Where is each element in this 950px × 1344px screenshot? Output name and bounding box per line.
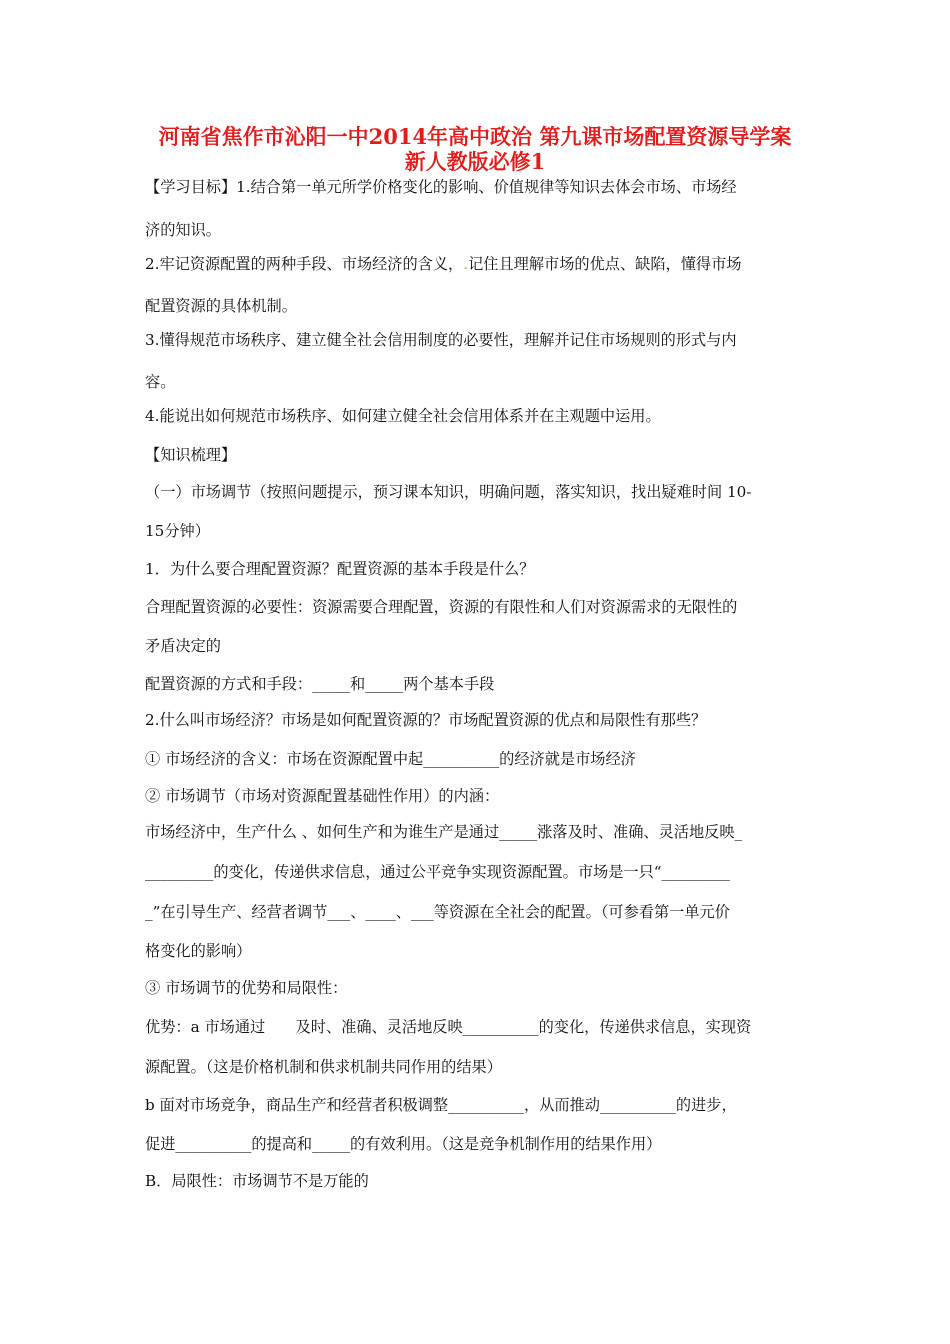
item-market-economy-meaning: ① 市场经济的含义：市场在资源配置中起__________的经济就是市场经济 bbox=[145, 750, 636, 768]
subsection-market-regulation: （一）市场调节（按照问题提示，预习课本知识，明确问题，落实知识，找出疑难时间 10- bbox=[145, 483, 752, 501]
stray-dot-mark: . bbox=[463, 255, 469, 273]
section-heading-knowledge: 【知识梳理】 bbox=[145, 446, 237, 464]
goal-line-2-cont: 配置资源的具体机制。 bbox=[145, 297, 297, 315]
document-title-line-1: 河南省焦作市沁阳一中2014年高中政治 第九课市场配置资源导学案 bbox=[158, 124, 792, 149]
goal-line-3-cont: 容。 bbox=[145, 373, 176, 391]
goal-line-1-cont: 济的知识。 bbox=[145, 221, 221, 239]
item-advantages-limitations: ③ 市场调节的优势和局限性： bbox=[145, 979, 348, 997]
goal-line-3: 3.懂得规范市场秩序、建立健全社会信用制度的必要性，理解并记住市场规则的形式与内 bbox=[145, 331, 737, 349]
paragraph-market-line-1: 市场经济中，生产什么 、如何生产和为谁生产是通过_____涨落及时、准确、灵活地反映_ bbox=[145, 823, 743, 841]
goal-line-2-part-b: 记住且理解市场的优点、缺陷，懂得市场 bbox=[468, 255, 742, 273]
allocation-means-line: 配置资源的方式和手段：_____和_____两个基本手段 bbox=[145, 675, 495, 693]
advantage-b-line-1: b 面对市场竞争，商品生产和经营者积极调整__________，从而推动__________的进步， bbox=[145, 1096, 737, 1114]
advantage-a-line-1: 优势：a 市场通过 及时、准确、灵活地反映__________的变化，传递供求信息，实现资 bbox=[145, 1018, 752, 1036]
advantage-b-line-2: 促进__________的提高和_____的有效利用。（这是竞争机制作用的结果作用） bbox=[145, 1135, 662, 1153]
limitation-line: B．局限性：市场调节不是万能的 bbox=[145, 1172, 369, 1190]
subsection-market-regulation-cont: 15分钟） bbox=[145, 522, 210, 540]
necessity-line-cont: 矛盾决定的 bbox=[145, 637, 221, 655]
goal-line-2-part-a: 2.牢记资源配置的两种手段、市场经济的含义， bbox=[145, 255, 464, 273]
question-2: 2.什么叫市场经济？市场是如何配置资源的？市场配置资源的优点和局限性有那些？ bbox=[145, 711, 707, 729]
question-1: 1．为什么要合理配置资源？配置资源的基本手段是什么？ bbox=[145, 560, 535, 578]
goal-line-1: 【学习目标】1.结合第一单元所学价格变化的影响、价值规律等知识去体会市场、市场经 bbox=[145, 178, 737, 196]
paragraph-market-line-2: _________的变化，传递供求信息，通过公平竞争实现资源配置。市场是一只“_________ bbox=[145, 863, 730, 881]
goal-line-2 bbox=[145, 254, 815, 274]
paragraph-market-line-4: 格变化的影响） bbox=[145, 942, 252, 960]
advantage-a-line-2: 源配置。（这是价格机制和供求机制共同作用的结果） bbox=[145, 1058, 502, 1076]
document-title-line-2: 新人教版必修1 bbox=[404, 149, 546, 174]
necessity-line: 合理配置资源的必要性：资源需要合理配置，资源的有限性和人们对资源需求的无限性的 bbox=[145, 598, 738, 616]
goal-line-4: 4.能说出如何规范市场秩序、如何建立健全社会信用体系并在主观题中运用。 bbox=[145, 407, 661, 425]
item-market-regulation-content: ② 市场调节（市场对资源配置基础性作用）的内涵： bbox=[145, 787, 500, 805]
paragraph-market-line-3: _”在引导生产、经营者调节___、____、___等资源在全社会的配置。（可参看第一单元价 bbox=[145, 903, 730, 921]
